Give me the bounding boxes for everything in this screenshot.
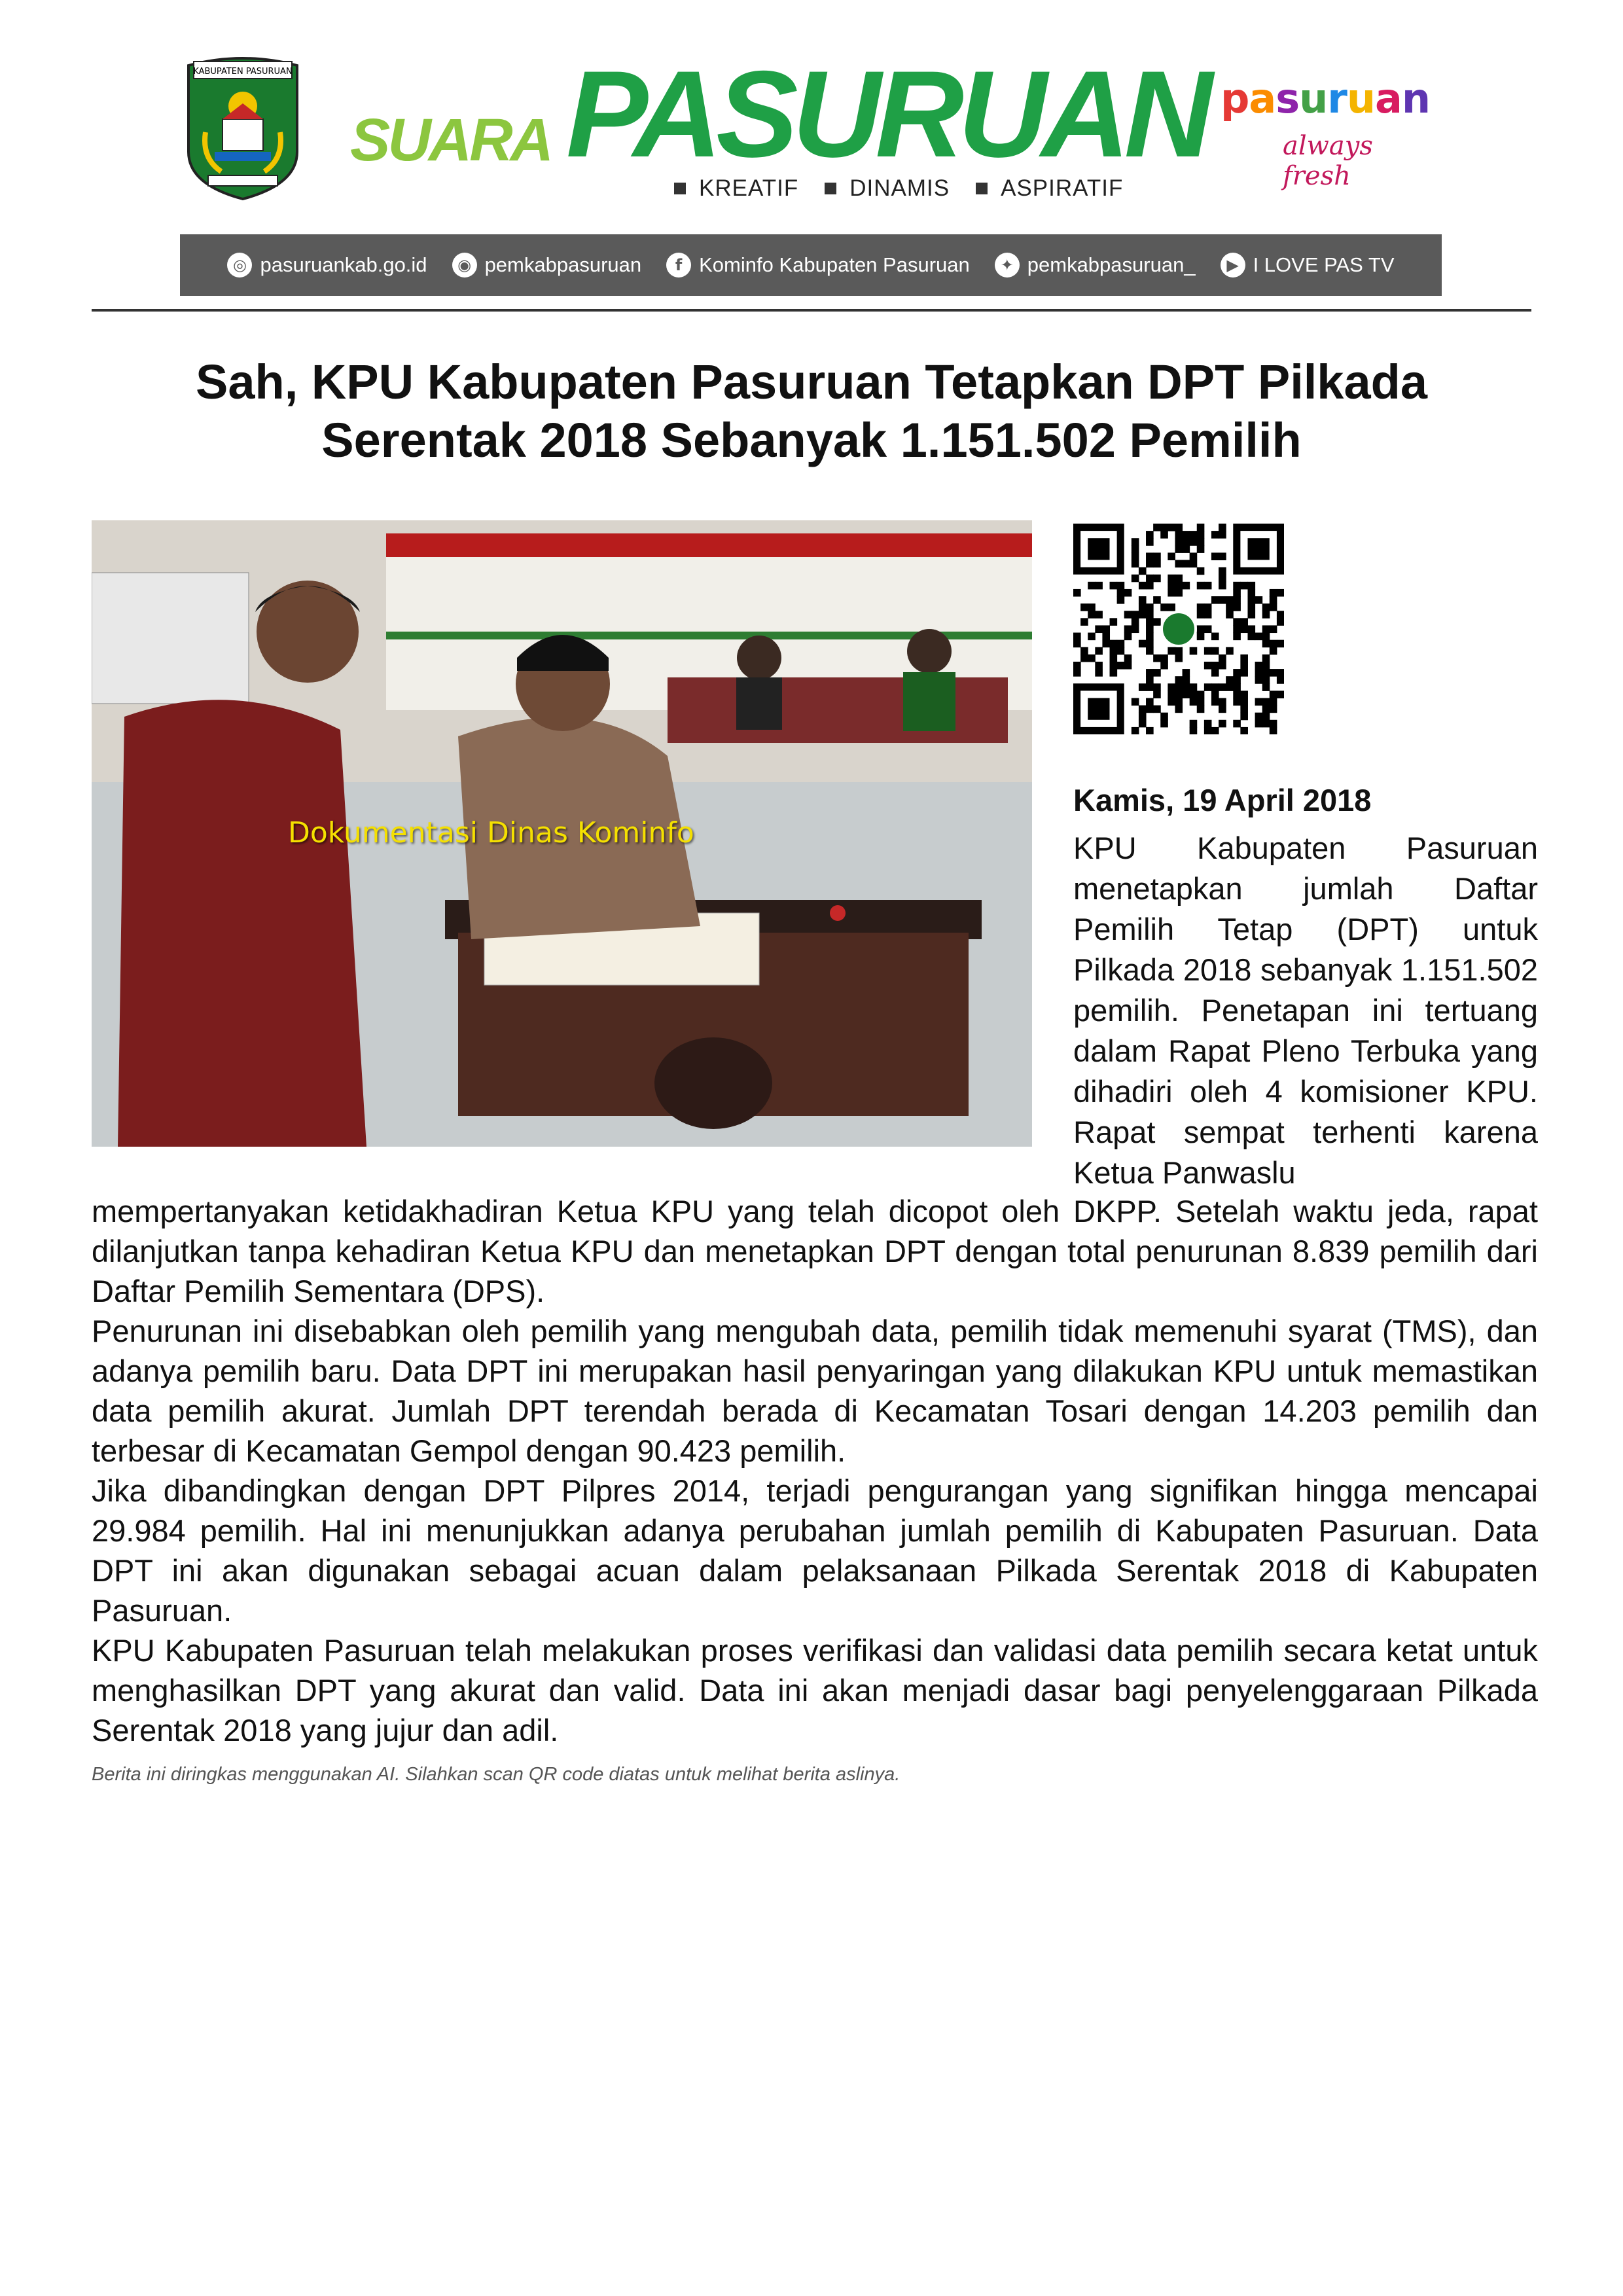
body-paragraph: KPU Kabupaten Pasuruan telah melakukan proses verifikasi dan validasi data pemilih secara ketat untuk menghasilkan DPT yang akurat dan valid. Data ini akan menjadi dasar bagi penyelenggaraan Pilkada Serentak 2018 yang jujur dan adil. <box>92 1633 1538 1748</box>
tagline-item: ASPIRATIF <box>976 175 1123 202</box>
suara-pasuruan-logo <box>350 45 1207 183</box>
brand-name: PASURUAN <box>566 45 1207 183</box>
social-label: pasuruankab.go.id <box>260 253 427 276</box>
social-item-instagram[interactable] <box>452 253 642 278</box>
article-qr-code[interactable] <box>1073 524 1284 734</box>
crest-caption: KABUPATEN PASURUAN <box>193 67 293 77</box>
pasuruan-always-fresh-logo <box>1221 75 1443 191</box>
social-label: pemkabpasuruan <box>484 253 642 276</box>
article-body <box>92 1191 1538 1750</box>
social-item-youtube[interactable] <box>1221 253 1395 278</box>
tourism-logo-tagline: always fresh <box>1283 131 1373 191</box>
social-media-bar <box>180 234 1442 296</box>
tourism-logo-word: pasuruan <box>1221 75 1430 122</box>
tagline-item: DINAMIS <box>825 175 950 202</box>
lead-paragraph: KPU Kabupaten Pasuruan menetapkan jumlah Daftar Pemilih Tetap (DPT) untuk Pilkada 2018 sebanyak 1.151.502 pemilih. Penetapan ini tertuang dalam Rapat Pleno Terbuka yang dihadiri oleh 4 komisioner KPU. Rapat sempat terhenti karena Ketua Panwaslu <box>1073 831 1538 1190</box>
ai-summary-footnote: Berita ini diringkas menggunakan AI. Silahkan scan QR code diatas untuk melihat berita aslinya. <box>92 1764 901 1785</box>
globe-icon: ◎ <box>227 253 252 278</box>
social-item-facebook[interactable] <box>666 253 970 278</box>
body-paragraph: mempertanyakan ketidakhadiran Ketua KPU yang telah dicopot oleh DKPP. Setelah waktu jeda, rapat dilanjutkan tanpa kehadiran Ketua KPU dan menetapkan DPT dengan total penurunan 8.839 pemilih dari Daftar Pemilih Sementara (DPS). <box>92 1194 1538 1308</box>
social-item-website[interactable] <box>227 253 427 278</box>
tagline-item: KREATIF <box>674 175 798 202</box>
brand-prefix: SUARA <box>350 107 552 173</box>
social-label: pemkabpasuruan_ <box>1027 253 1196 276</box>
article-title: Sah, KPU Kabupaten Pasuruan Tetapkan DPT Pilkada Serentak 2018 Sebanyak 1.151.502 Pemilih <box>196 355 1427 467</box>
body-paragraph: Jika dibandingkan dengan DPT Pilpres 2014, terjadi pengurangan yang signifikan hingga mencapai 29.984 pemilih. Hal ini menunjukkan adanya perubahan jumlah pemilih di Kabupaten Pasuruan. Data DPT ini akan digunakan sebagai acuan dalam pelaksanaan Pilkada Serentak 2018 di Kabupaten Pasuruan. <box>92 1473 1538 1628</box>
photo-watermark: Dokumentasi Dinas Kominfo <box>288 816 694 850</box>
social-item-twitter[interactable] <box>995 253 1196 278</box>
youtube-icon: ▶ <box>1221 253 1245 278</box>
instagram-icon: ◉ <box>452 253 477 278</box>
body-paragraph: Penurunan ini disebabkan oleh pemilih yang mengubah data, pemilih tidak memenuhi syarat (TMS), dan adanya pemilih baru. Data DPT ini merupakan hasil penyaringan yang dilakukan KPU untuk memastikan data pemilih akurat. Jumlah DPT terendah berada di Kecamatan Tosari dengan 14.203 pemilih dan terbesar di Kecamatan Gempol dengan 90.423 pemilih. <box>92 1314 1538 1468</box>
article-lead <box>1073 828 1538 1193</box>
facebook-icon: f <box>666 253 691 278</box>
article-date: Kamis, 19 April 2018 <box>1073 783 1372 817</box>
social-label: Kominfo Kabupaten Pasuruan <box>699 253 970 276</box>
twitter-icon: ✦ <box>995 253 1020 278</box>
brand-tagline <box>674 175 1123 202</box>
article-photo <box>92 520 1032 1147</box>
header-divider <box>92 309 1531 312</box>
regency-crest-logo <box>182 54 304 202</box>
social-label: I LOVE PAS TV <box>1253 253 1395 276</box>
